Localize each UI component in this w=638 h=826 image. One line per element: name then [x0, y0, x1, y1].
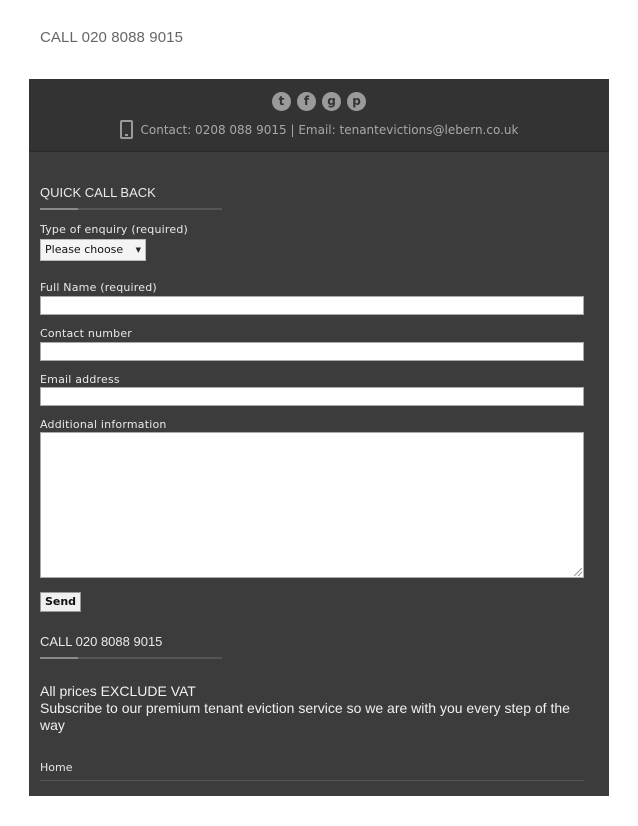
- email-address-label: Email address: [40, 373, 120, 386]
- enquiry-type-select[interactable]: [40, 239, 146, 261]
- call-title-underline: [40, 657, 222, 659]
- full-name-label: Full Name (required): [40, 281, 157, 294]
- mobile-phone-icon: [120, 120, 133, 139]
- twitter-icon[interactable]: t: [272, 92, 291, 111]
- facebook-icon[interactable]: f: [297, 92, 316, 111]
- enquiry-type-selected: Please choose: [45, 243, 124, 256]
- full-name-input[interactable]: [40, 296, 584, 315]
- title-underline: [40, 208, 222, 210]
- panel-header: [29, 79, 609, 152]
- footer-panel: [29, 79, 609, 796]
- home-divider: [40, 780, 584, 781]
- additional-info-textarea[interactable]: [40, 432, 584, 578]
- home-link[interactable]: Home: [40, 761, 73, 774]
- google-plus-icon[interactable]: g: [322, 92, 341, 111]
- send-button[interactable]: Send: [40, 592, 81, 612]
- enquiry-type-label: Type of enquiry (required): [40, 223, 189, 236]
- quick-call-back-title: QUICK CALL BACK: [40, 185, 156, 200]
- resize-grip-icon[interactable]: [574, 568, 582, 576]
- call-section-title: CALL 020 8088 9015: [40, 634, 163, 649]
- contact-text[interactable]: Contact: 0208 088 9015 | Email: tenantevictions@lebern.co.uk: [140, 123, 519, 137]
- prices-text: [40, 683, 590, 734]
- email-address-input[interactable]: [40, 387, 584, 406]
- contact-number-label: Contact number: [40, 327, 133, 340]
- contact-number-input[interactable]: [40, 342, 584, 361]
- subscribe-text: Subscribe to our premium tenant eviction service so we are with you every step of the way: [40, 700, 570, 733]
- top-call-number: CALL 020 8088 9015: [40, 29, 184, 46]
- pinterest-icon[interactable]: p: [347, 92, 366, 111]
- dropdown-arrow-icon: ▼: [135, 246, 141, 254]
- social-links: [29, 92, 609, 111]
- additional-info-label: Additional information: [40, 418, 167, 431]
- prices-vat-note: All prices EXCLUDE VAT: [40, 683, 196, 699]
- contact-line: [29, 120, 609, 139]
